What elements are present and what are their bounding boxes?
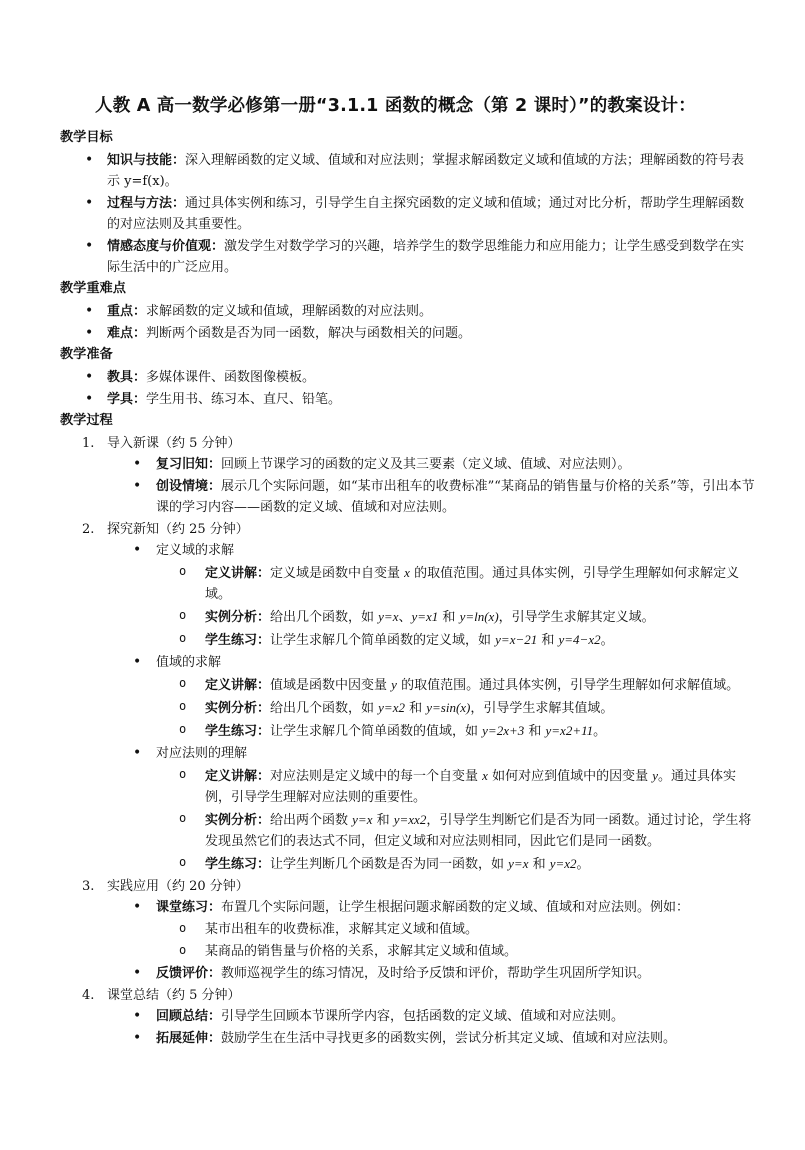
list-item: • 复习旧知：回顾上节课学习的函数的定义及其三要素（定义域、值域、对应法则）。	[60, 454, 755, 475]
list-item: • 知识与技能：深入理解函数的定义域、值域和对应法则；掌握求解函数定义域和值域的方法；理解函数的符号表示 y=f(x)。	[60, 150, 755, 192]
section-heading-key-points: 教学重难点	[60, 281, 126, 296]
list-item: • 教具：多媒体课件、函数图像模板。	[60, 367, 755, 388]
list-item: o 某商品的销售量与价格的关系，求解其定义域和值域。	[60, 941, 755, 962]
list-item: o 定义讲解：对应法则是定义域中的每一个自变量 x 如何对应到值域中的因变量 y。通过具体实例，引导学生理解对应法则的重要性。	[60, 765, 755, 808]
list-item: • 过程与方法：通过具体实例和练习，引导学生自主探究函数的定义域和值域；通过对比分析，帮助学生理解函数的对应法则及其重要性。	[60, 193, 755, 235]
list-item: • 创设情境：展示几个实际问题，如“某市出租车的收费标准”“某商品的销售量与价格的关系”等，引出本节课的学习内容——函数的定义域、值域和对应法则。	[60, 476, 755, 518]
document-title: 人教 A 高一数学必修第一册“3.1.1 函数的概念（第 2 课时）”的教案设计：	[95, 96, 696, 116]
list-item: o 实例分析：给出几个函数，如 y=x、y=x1 和 y=ln(x)，引导学生求解其定义域。	[60, 606, 755, 628]
goals-list	[60, 150, 755, 278]
section-heading-goals: 教学目标	[60, 130, 113, 145]
prep-list	[60, 367, 755, 410]
list-item: o 实例分析：给出两个函数 y=x 和 y=xx2，引导学生判断它们是否为同一函数。通过讨论，学生将发现虽然它们的表达式不同，但定义域和对应法则相同，因此它们是同一函数。	[60, 809, 755, 852]
list-item: o 某市出租车的收费标准，求解其定义域和值域。	[60, 919, 755, 940]
section-heading-process: 教学过程	[60, 413, 113, 428]
list-item: o 定义讲解：定义域是函数中自变量 x 的取值范围。通过具体实例，引导学生理解如何求解定义域。	[60, 562, 755, 605]
list-item: • 难点：判断两个函数是否为同一函数，解决与函数相关的问题。	[60, 323, 755, 344]
process-steps	[60, 433, 755, 1049]
subsection-title-rule: • 对应法则的理解	[60, 743, 755, 764]
step-4-title: 4. 课堂总结（约 5 分钟）	[82, 988, 241, 1003]
list-item: • 情感态度与价值观：激发学生对数学学习的兴趣，培养学生的数学思维能力和应用能力；让学生感受到数学在实际生活中的广泛应用。	[60, 236, 755, 278]
subsection-title-range: • 值域的求解	[60, 652, 755, 673]
list-item: • 课堂练习：布置几个实际问题，让学生根据问题求解函数的定义域、值域和对应法则。例如：	[60, 897, 755, 918]
step-2-title: 2. 探究新知（约 25 分钟）	[82, 522, 249, 537]
list-item: o 学生练习：让学生求解几个简单函数的值域，如 y=2x+3 和 y=x2+11。	[60, 720, 755, 742]
list-item: o 学生练习：让学生求解几个简单函数的定义域，如 y=x−21 和 y=4−x2。	[60, 629, 755, 651]
step-1-title: 1. 导入新课（约 5 分钟）	[82, 436, 241, 451]
section-heading-prep: 教学准备	[60, 347, 113, 362]
list-item: • 拓展延伸：鼓励学生在生活中寻找更多的函数实例，尝试分析其定义域、值域和对应法则。	[60, 1028, 755, 1049]
step-3-title: 3. 实践应用（约 20 分钟）	[82, 879, 249, 894]
subsection-title-domain: • 定义域的求解	[60, 540, 755, 561]
list-item: o 实例分析：给出几个函数，如 y=x2 和 y=sin(x)，引导学生求解其值域。	[60, 697, 755, 719]
list-item: • 回顾总结：引导学生回顾本节课所学内容，包括函数的定义域、值域和对应法则。	[60, 1006, 755, 1027]
list-item: • 反馈评价：教师巡视学生的练习情况，及时给予反馈和评价，帮助学生巩固所学知识。	[60, 963, 755, 984]
list-item: o 定义讲解：值域是函数中因变量 y 的取值范围。通过具体实例，引导学生理解如何求解值域。	[60, 674, 755, 696]
key-points-list	[60, 301, 755, 344]
list-item: o 学生练习：让学生判断几个函数是否为同一函数，如 y=x 和 y=x2。	[60, 853, 755, 875]
list-item: • 重点：求解函数的定义域和值域，理解函数的对应法则。	[60, 301, 755, 322]
list-item: • 学具：学生用书、练习本、直尺、铅笔。	[60, 389, 755, 410]
